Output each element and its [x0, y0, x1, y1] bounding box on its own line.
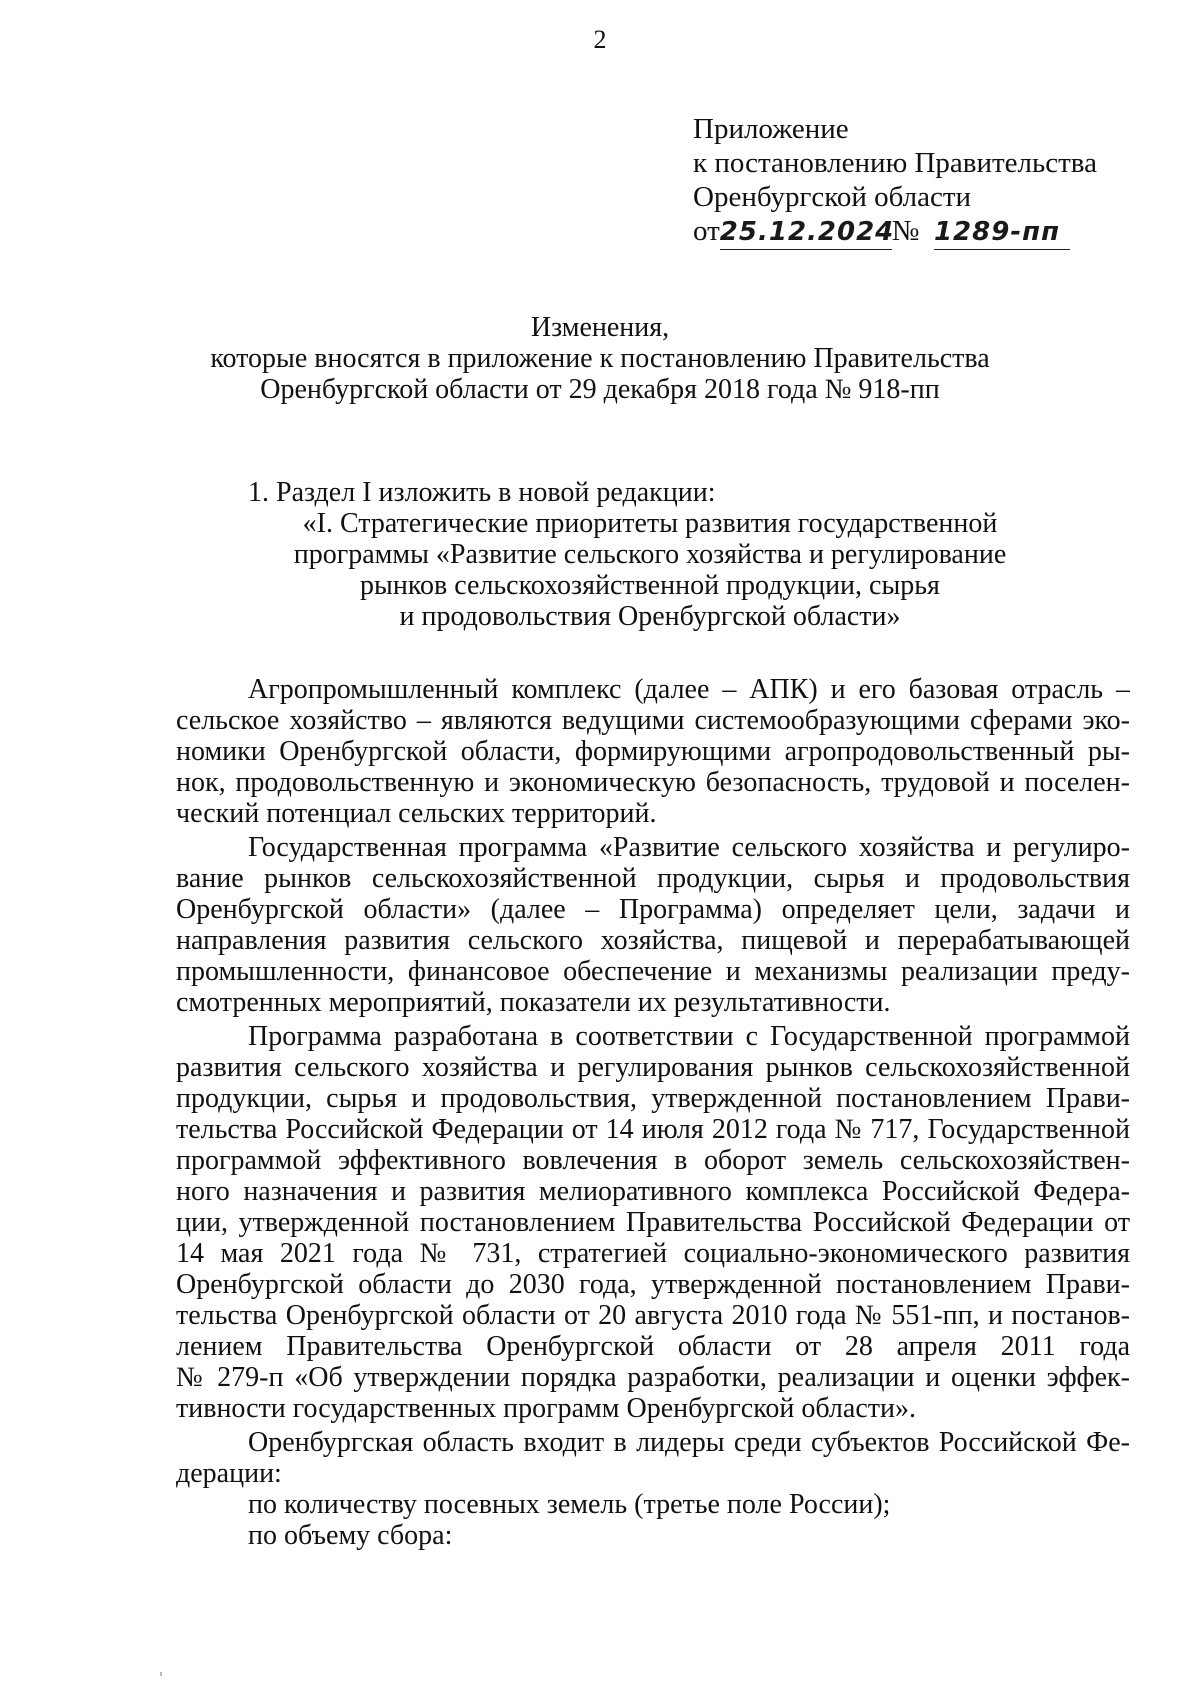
body-line: номики Оренбургской области, формирующими агропродовольственный ры-	[176, 736, 1130, 767]
body-line: Агропромышленный комплекс (далее – АПК) и его базовая отрасль –	[248, 674, 1130, 705]
body-line: дерации:	[176, 1458, 282, 1489]
section-title	[0, 508, 1200, 632]
body-line: вание рынков сельскохозяйственной продукции, сырья и продовольствия	[176, 863, 1130, 894]
appendix-date-number	[693, 214, 1173, 250]
body-line: развития сельского хозяйства и регулирования рынков сельскохозяйственной	[176, 1052, 1130, 1083]
appendix-region: Оренбургской области	[693, 181, 972, 213]
body-line: направления развития сельского хозяйства, пищевой и перерабатывающей	[176, 925, 1130, 956]
scan-mark	[160, 1672, 162, 1676]
body-line: продукции, сырья и продовольствия, утвержденной постановлением Прави-	[176, 1083, 1130, 1114]
body-text	[176, 674, 1130, 1551]
body-line: по количеству посевных земель (третье поле России);	[248, 1489, 891, 1520]
body-line: сельское хозяйство – являются ведущими системообразующими сферами эко-	[176, 705, 1130, 736]
body-line: промышленности, финансовое обеспечение и механизмы реализации преду-	[176, 956, 1130, 987]
body-line: ного назначения и развития мелиоративного комплекса Российской Федера-	[176, 1176, 1130, 1207]
body-line: Оренбургской области до 2030 года, утвержденной постановлением Прави-	[176, 1269, 1130, 1300]
body-line: лением Правительства Оренбургской области от 28 апреля 2011 года	[176, 1331, 1130, 1362]
section-title-line-2: программы «Развитие сельского хозяйства и регулирование	[293, 539, 1007, 570]
body-line: тельства Российской Федерации от 14 июля 2012 года № 717, Государственной	[176, 1114, 1130, 1145]
body-line: тельства Оренбургской области от 20 августа 2010 года № 551-пп, и постанов-	[176, 1300, 1130, 1331]
appendix-label: Приложение	[693, 113, 849, 145]
title-line-1: Изменения,	[530, 312, 670, 343]
body-line: Оренбургской области» (далее – Программа) определяет цели, задачи и	[176, 894, 1130, 925]
handwritten-number: 1289-пп	[934, 215, 1070, 250]
section-title-line-3: рынков сельскохозяйственной продукции, сырья	[360, 570, 940, 601]
body-line: 14 мая 2021 года № 731, стратегией социально-экономического развития	[176, 1238, 1130, 1269]
body-line: нок, продовольственную и экономическую безопасность, трудовой и поселен-	[176, 767, 1130, 798]
body-line: Государственная программа «Развитие сельского хозяйства и регулиро-	[248, 832, 1130, 863]
document-title	[0, 312, 1200, 405]
number-label: №	[891, 215, 920, 247]
body-line: № 279-п «Об утверждении порядка разработки, реализации и оценки эффек-	[176, 1362, 1130, 1393]
body-line: программой эффективного вовлечения в оборот земель сельскохозяйствен-	[176, 1145, 1130, 1176]
body-line: ции, утвержденной постановлением Правительства Российской Федерации от	[176, 1207, 1130, 1238]
body-line: ческий потенциал сельских территорий.	[176, 798, 657, 829]
title-line-2: которые вносятся в приложение к постановлению Правительства	[210, 343, 990, 374]
title-line-3: Оренбургской области от 29 декабря 2018 года № 918-пп	[260, 374, 940, 405]
section-title-line-4: и продовольствия Оренбургской области»	[399, 601, 901, 632]
appendix-reference: к постановлению Правительства	[693, 147, 1097, 179]
from-label: от	[693, 215, 720, 247]
handwritten-date: 25.12.2024	[720, 215, 892, 250]
item-1-text: 1. Раздел I изложить в новой редакции:	[248, 477, 716, 508]
body-line: смотренных мероприятий, показатели их результативности.	[176, 987, 891, 1018]
body-line: Программа разработана в соответствии с Государственной программой	[248, 1021, 1130, 1052]
appendix-header	[693, 112, 1173, 250]
body-line: по объему сбора:	[248, 1520, 453, 1551]
page-number: 2	[593, 25, 607, 54]
body-line: Оренбургская область входит в лидеры среди субъектов Российской Фе-	[248, 1427, 1130, 1458]
body-line: тивности государственных программ Оренбургской области».	[176, 1393, 916, 1424]
section-title-line-1: «I. Стратегические приоритеты развития государственной	[302, 508, 998, 539]
